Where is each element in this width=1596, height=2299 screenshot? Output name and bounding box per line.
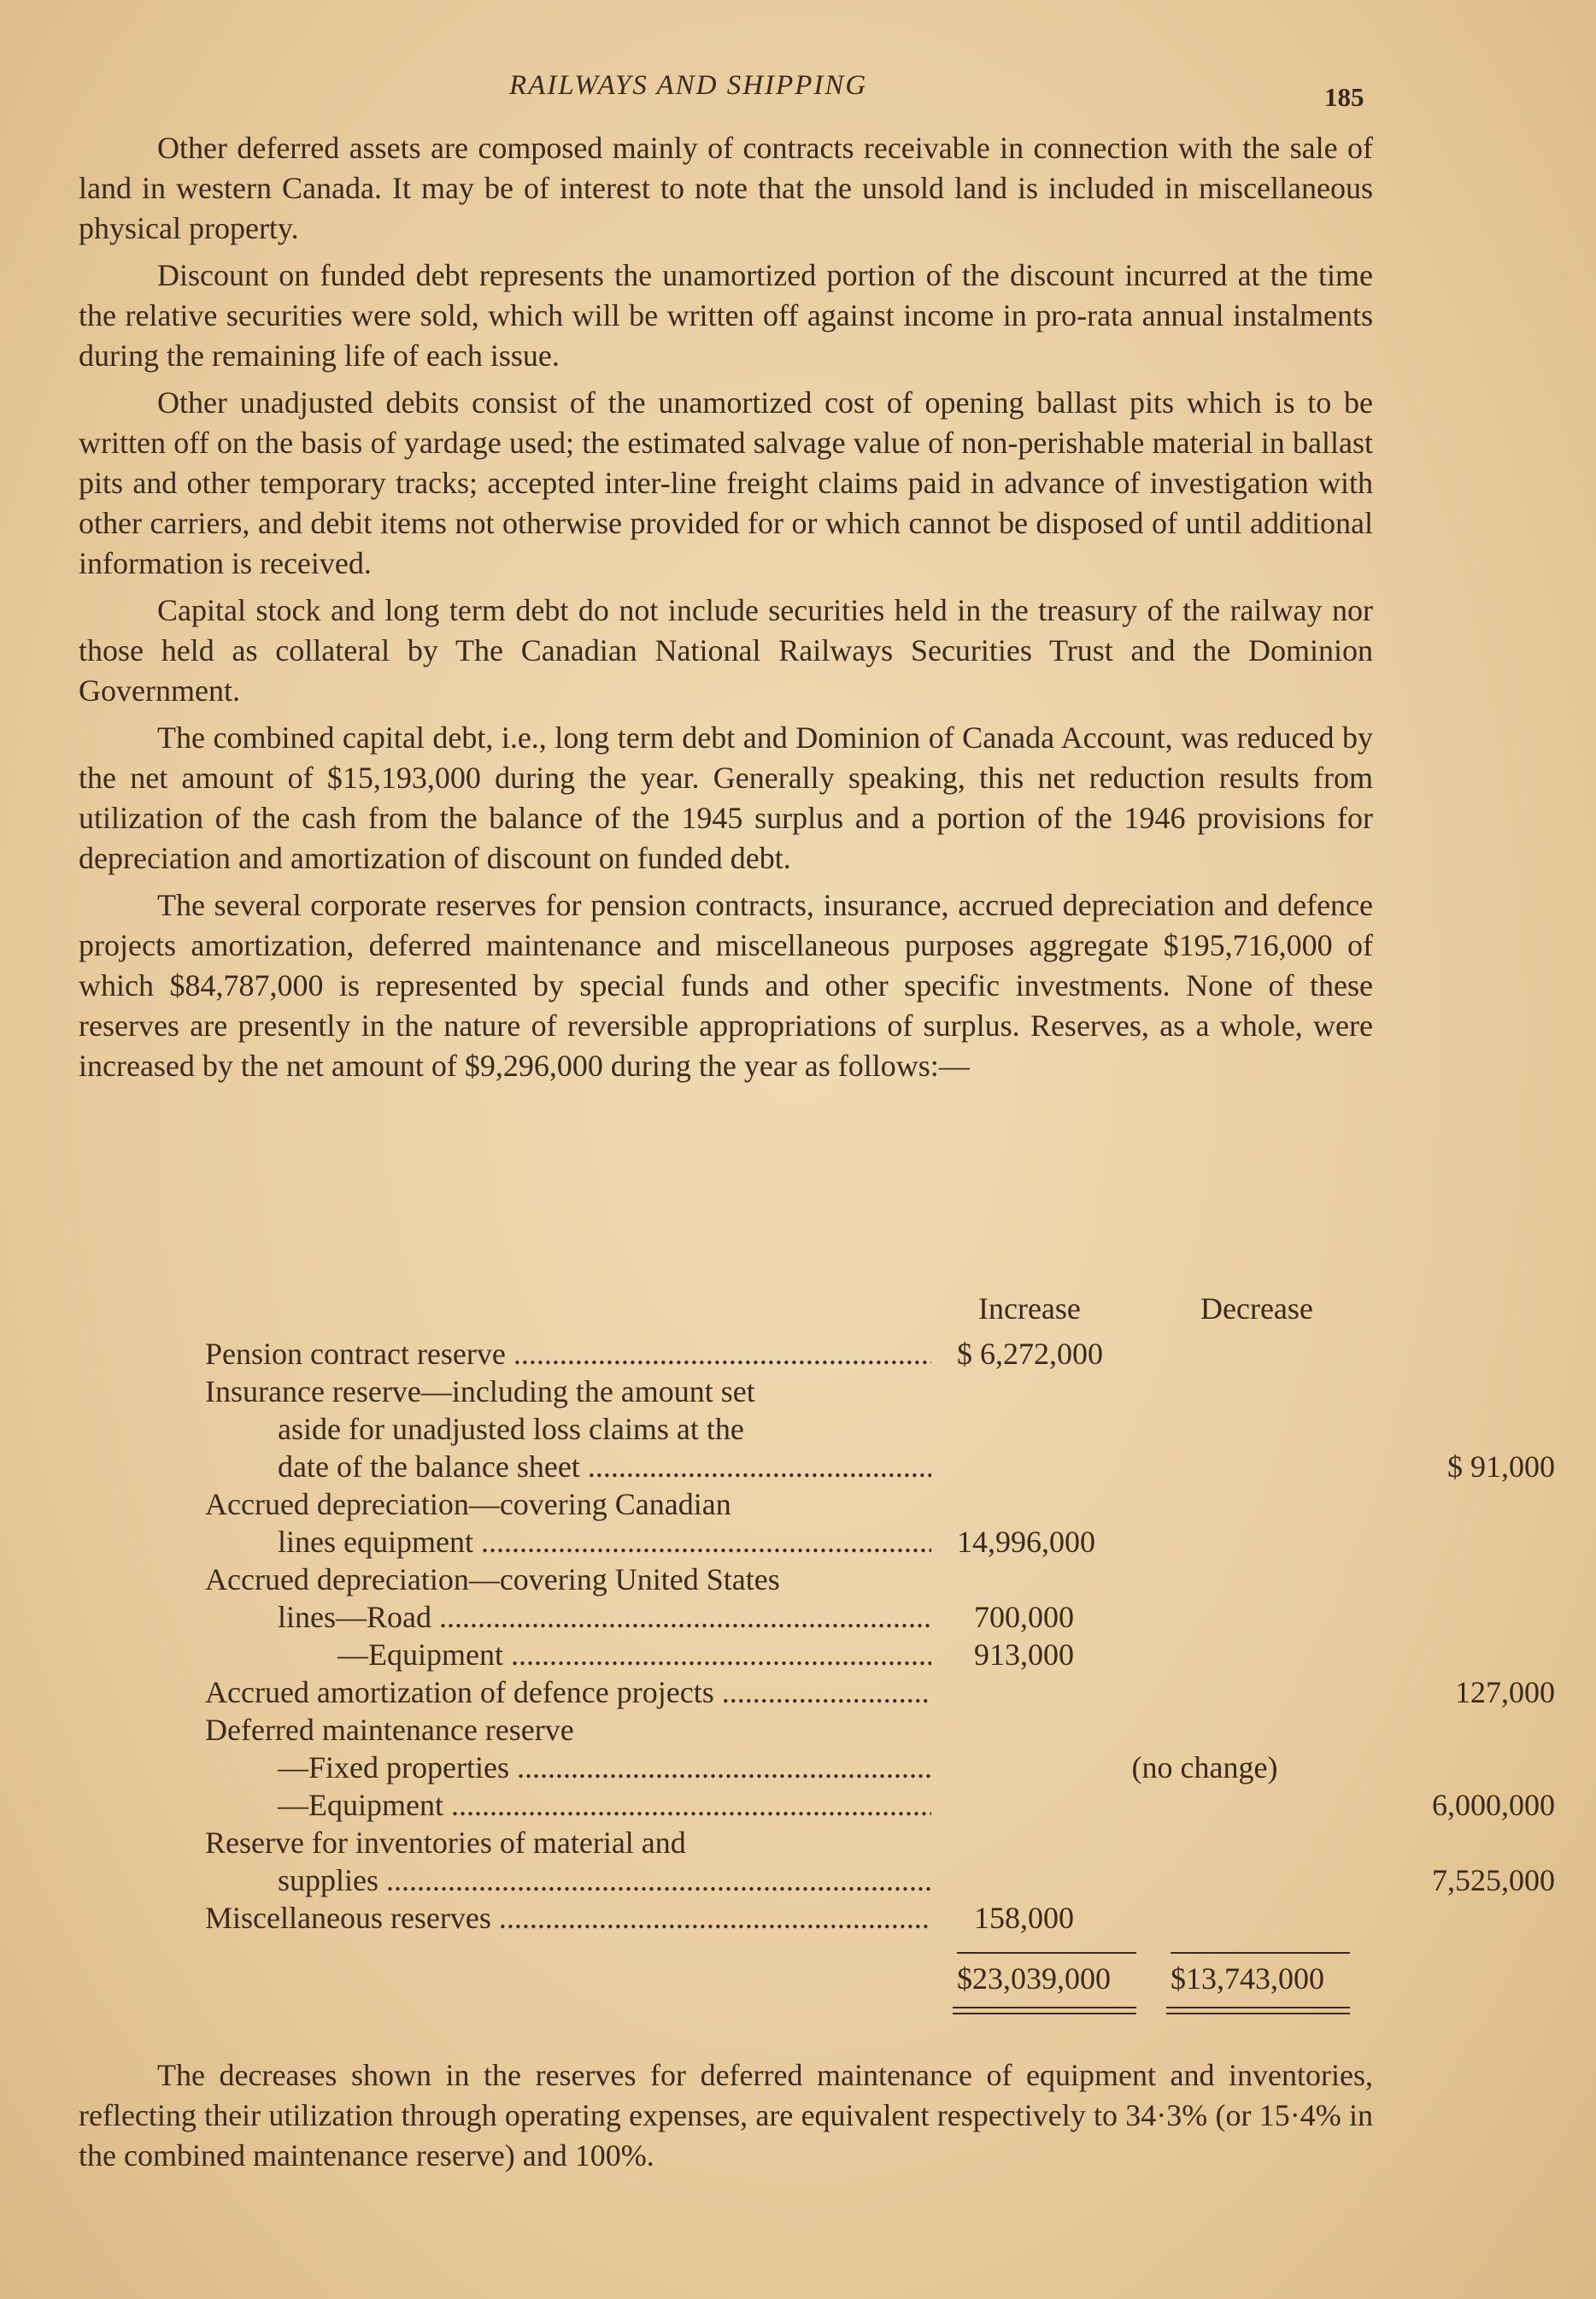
closing-text — [79, 2055, 1373, 2176]
paragraph: The combined capital debt, i.e., long term debt and Dominion of Canada Account, was reduced by the net amount of $15,193,000 during the year. Generally speaking, this net reduction results from utilization of the cash from the balance of the 1945 surplus and a portion of the 1946 provisions for depreciation and amortization of discount on funded debt. — [79, 720, 1373, 875]
paragraph: Capital stock and long term debt do not include securities held in the treasury of the railway nor those held as collateral by The Canadian National Railways Securities Trust and the Dominion Government. — [79, 593, 1373, 708]
page-header — [0, 70, 1596, 113]
decrease-value: $ 91,000 — [1447, 1449, 1555, 1484]
row-label: Insurance reserve—including the amount set — [205, 1374, 755, 1408]
table-row — [205, 1335, 1358, 1373]
paragraph: The decreases shown in the reserves for deferred maintenance of equipment and inventories, reflecting their utilization through operating expenses, are equivalent respectively to 34·3% (or 15·4% in the combined maintenance reserve) and 100%. — [79, 2058, 1373, 2173]
row-label: —Equipment ..... — [337, 1636, 931, 1673]
table-row — [205, 1373, 1358, 1410]
paragraph: Other unadjusted debits consist of the unamortized cost of opening ballast pits which is to be written off on the basis of yardage used; the estimated salvage value of non-perishable material in ballast pits and other temporary tracks; accepted inter-line freight claims paid in advance of investigation with other carriers, and debit items not otherwise provided for or which cannot be disposed of until additional information is received. — [79, 385, 1373, 580]
table-row — [205, 1448, 1555, 1485]
table-row — [205, 1485, 1358, 1523]
row-label: —Equipment ..... — [278, 1786, 931, 1824]
table-row — [205, 1899, 1358, 1937]
increase-value: 14,996,000 — [957, 1525, 1095, 1559]
row-label: Miscellaneous reserves ..... — [205, 1899, 931, 1937]
row-label: lines equipment ..... — [278, 1523, 931, 1561]
total-rule — [1171, 1952, 1350, 1954]
total-double-rule — [953, 2007, 1136, 2014]
decrease-column-header: Decrease — [1200, 1291, 1313, 1326]
total-increase: $23,039,000 — [957, 1961, 1111, 1996]
table-row — [205, 1561, 1358, 1598]
row-label: —Fixed properties ..... — [278, 1749, 931, 1786]
table-row — [205, 1786, 1555, 1824]
decrease-value: 7,525,000 — [1432, 1863, 1555, 1897]
row-label: supplies ..... — [278, 1861, 931, 1899]
row-label: date of the balance sheet ..... — [278, 1448, 931, 1485]
total-decrease: $13,743,000 — [1171, 1961, 1324, 1996]
row-label: Accrued depreciation—covering Canadian — [205, 1487, 731, 1521]
decrease-value: 6,000,000 — [1432, 1788, 1555, 1822]
table-row — [205, 1749, 1358, 1786]
table-row — [205, 1636, 1358, 1673]
paragraph: Other deferred assets are composed mainly of contracts receivable in connection with the sale of land in western Canada. It may be of interest to note that the unsold land is included in miscellaneous physical property. — [79, 131, 1373, 245]
increase-value: 158,000 — [974, 1901, 1074, 1935]
increase-value: $ 6,272,000 — [957, 1337, 1103, 1371]
increase-column-header: Increase — [978, 1291, 1081, 1326]
row-label: Accrued amortization of defence projects ..... — [205, 1673, 931, 1711]
paragraph: Discount on funded debt represents the unamortized portion of the discount incurred at the time the relative securities were sold, which will be written off against income in pro-rata annual instalments during the remaining life of each issue. — [79, 258, 1373, 373]
table-row — [205, 1410, 1358, 1448]
no-change-value: (no change) — [1131, 1750, 1278, 1785]
row-label: Accrued depreciation—covering United States — [205, 1562, 780, 1596]
table-row — [205, 1824, 1358, 1861]
row-label: Reserve for inventories of material and — [205, 1826, 686, 1860]
running-title: RAILWAYS AND SHIPPING — [509, 70, 868, 101]
table-row — [205, 1711, 1358, 1749]
table-row — [205, 1598, 1358, 1636]
increase-value: 913,000 — [974, 1638, 1074, 1672]
total-double-rule — [1166, 2007, 1350, 2014]
total-rule — [957, 1952, 1136, 1954]
row-label: Deferred maintenance reserve — [205, 1713, 574, 1747]
row-label: lines—Road ..... — [278, 1598, 931, 1636]
row-label: aside for unadjusted loss claims at the — [278, 1412, 744, 1446]
increase-value: 700,000 — [974, 1600, 1074, 1634]
table-header — [205, 1291, 1358, 1335]
table-row — [205, 1523, 1358, 1561]
totals-row — [205, 1937, 1358, 1996]
decrease-value: 127,000 — [1455, 1675, 1555, 1709]
row-label: Pension contract reserve ..... — [205, 1335, 931, 1373]
reserves-table — [205, 1291, 1555, 1996]
table-row — [205, 1861, 1555, 1899]
page-number: 185 — [1324, 82, 1364, 112]
body-text — [79, 128, 1373, 1093]
table-row — [205, 1673, 1555, 1711]
paragraph: The several corporate reserves for pension contracts, insurance, accrued depreciation and defence projects amortization, deferred maintenance and miscellaneous purposes aggregate $195,716,000 of which $84,787,000 is represented by special funds and other specific investments. None of these reserves are presently in the nature of reversible appropriations of surplus. Reserves, as a whole, were increased by the net amount of $9,296,000 during the year as follows:— — [79, 888, 1373, 1083]
